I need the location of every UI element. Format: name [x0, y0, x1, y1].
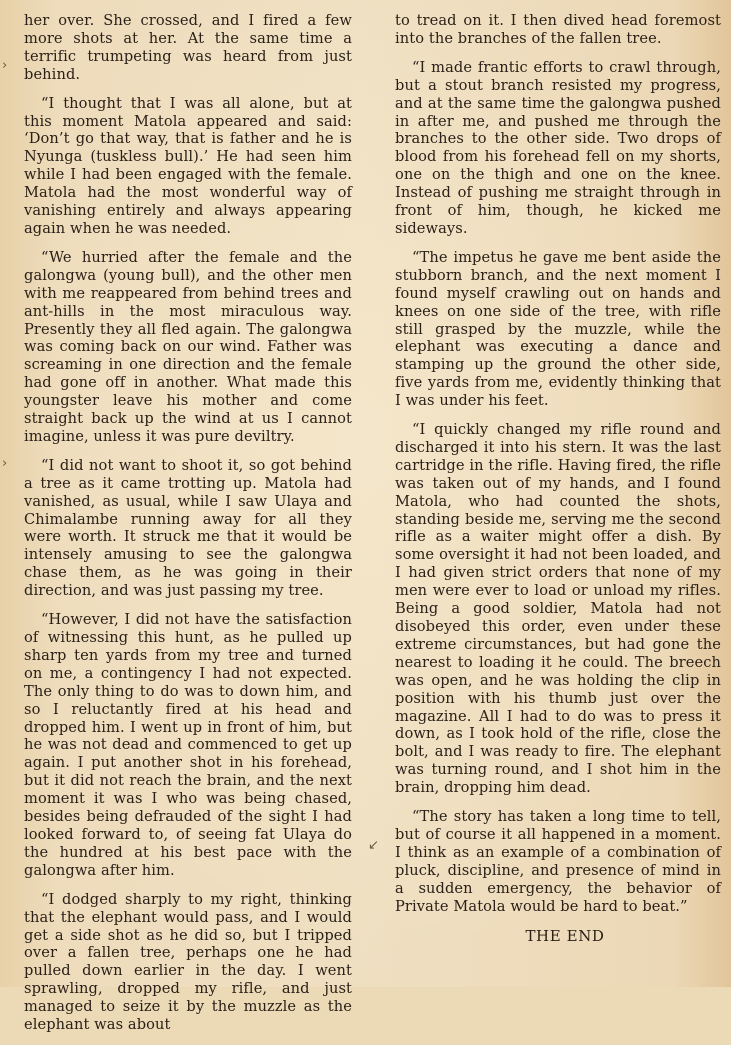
margin-tick-icon: ↙: [368, 838, 379, 853]
right-column: [395, 12, 721, 945]
paragraph: “However, I did not have the satisfaction of witnessing this hunt, as he pulled up sharp ten yards from my tree and turned on me, a contingency I had not expected. The only thing to do was to down him, and so I reluctantly fired at his head and dropped him. I went up in front of him, but he was not dead and commenced to get up again. I put another shot in his forehead, but it did not reach the brain, and the next moment it was I who was being chased, besides being defrauded of the sight I had looked forward to, of seeing fat Ulaya do the hundred at his best pace with the galongwa after him.: [24, 611, 352, 879]
paragraph: her over. She crossed, and I fired a few more shots at her. At the same time a terrific trumpeting was heard from just behind.: [24, 12, 352, 83]
paragraph: “I quickly changed my rifle round and discharged it into his stern. It was the last cartridge in the rifle. Having fired, the rifle was taken out of my hands, and I found Matola, who had counted the shots, standing beside me, serving me the second rifle as a waiter might offer a dish. By some oversight it had not been loaded, and I had given strict orders that none of my men were ever to load or unload my rifles. Being a good soldier, Matola had not disobeyed this order, even under these extreme circumstances, but had gone the nearest to loading it he could. The breech was open, and he was holding the clip in position with his thumb just over the magazine. All I had to do was to press it down, as I took hold of the rifle, close the bolt, and I was ready to fire. The elephant was turning round, and I shot him in the brain, dropping him dead.: [395, 421, 721, 797]
left-column: [24, 12, 352, 1045]
paragraph: “The impetus he gave me bent aside the stubborn branch, and the next moment I found myself crawling out on hands and knees on one side of the tree, with rifle still grasped by the muzzle, while the elephant was executing a dance and stamping up the ground the other side, five yards from me, evidently thinking that I was under his feet.: [395, 248, 721, 410]
margin-tick-icon: ›: [2, 456, 8, 471]
paragraph: “I did not want to shoot it, so got behind a tree as it came trotting up. Matola had vanished, as usual, while I saw Ulaya and Chimalambe running away for all they were worth. It struck me that it would be intensely amusing to see the galongwa chase them, as he was going in their direction, and was just passing my tree.: [24, 456, 352, 600]
paragraph: “The story has taken a long time to tell, but of course it all happened in a moment. I think as an example of a combination of pluck, discipline, and presence of mind in a sudden emergency, the behavior of Private Matola would be hard to beat.”: [395, 808, 721, 915]
margin-tick-icon: ›: [2, 58, 8, 73]
paragraph: “I thought that I was all alone, but at this moment Matola appeared and said: ‘Don’t go that way, that is father and he is Nyunga (tuskless bull).’ He had seen him while I had been engaged with the female. Matola had the most wonderful way of vanishing entirely and always appearing again when he was needed.: [24, 94, 352, 237]
paragraph: to tread on it. I then dived head foremost into the branches of the fallen tree.: [395, 12, 721, 47]
paragraph: “We hurried after the female and the galongwa (young bull), and the other men with me reappeared from behind trees and ant-hills in the most miraculous way. Presently they all fled again. The galongwa was coming back on our wind. Father was screaming in one direction and the female had gone off in another. What made this youngster leave his mother and come straight back up the wind at us I cannot imagine, unless it was pure deviltry.: [24, 248, 352, 445]
paragraph: “I made frantic efforts to crawl through, but a stout branch resisted my progress, and at the same time the galongwa pushed in after me, and pushed me through the branches to the other side. Two drops of blood from his forehead fell on my shorts, one on the thigh and one on the knee. Instead of pushing me straight through in front of him, though, he kicked me sideways.: [395, 58, 721, 237]
paragraph: “I dodged sharply to my right, thinking that the elephant would pass, and I would get a side shot as he did so, but I tripped over a fallen tree, perhaps one he had pulled down earlier in the day. I went sprawling, dropped my rifle, and just managed to seize it by the muzzle as the elephant was about: [24, 890, 352, 1034]
the-end-label: THE END: [525, 926, 605, 945]
